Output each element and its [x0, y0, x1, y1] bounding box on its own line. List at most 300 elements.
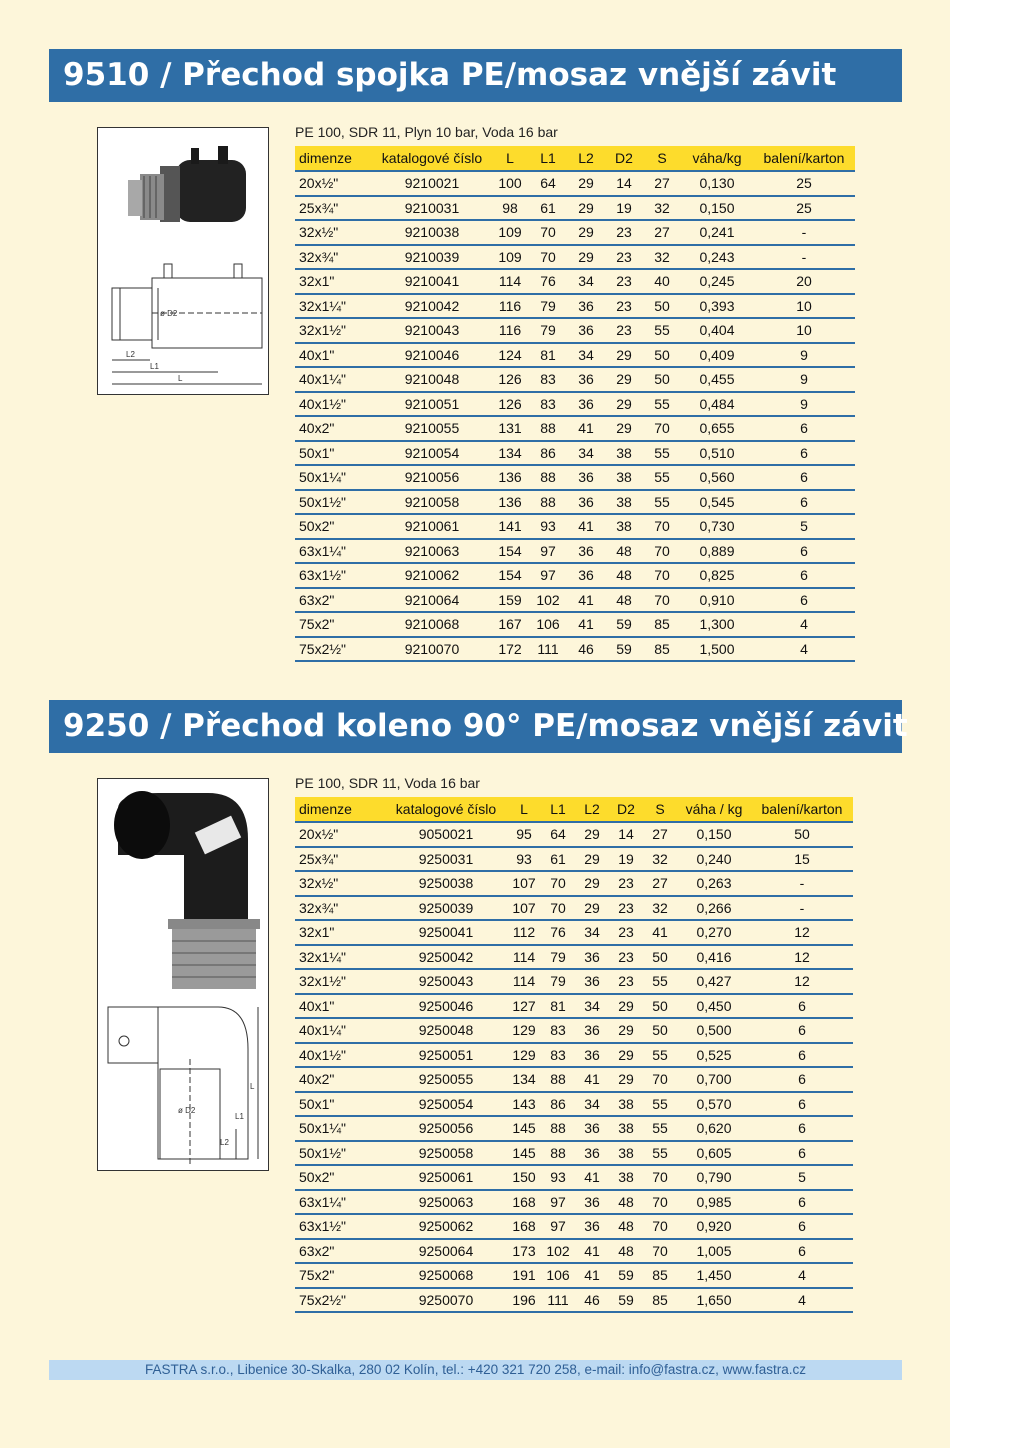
section-title-9250: 9250 / Přechod koleno 90° PE/mosaz vnější závit [49, 700, 902, 753]
table-cell: 76 [541, 920, 575, 945]
column-header: katalogové číslo [385, 797, 507, 822]
table-cell: 23 [605, 294, 643, 319]
table-cell: 81 [529, 343, 567, 368]
table-row [295, 1190, 853, 1215]
table-cell: 0,484 [681, 392, 753, 417]
table-cell: 36 [567, 490, 605, 515]
table-cell: 70 [643, 563, 681, 588]
table-cell: 114 [507, 945, 541, 970]
table-cell: 29 [575, 822, 609, 847]
table-cell: 9 [753, 367, 855, 392]
table-cell: 4 [751, 1288, 853, 1313]
table-cell: 29 [567, 245, 605, 270]
table-cell: 0,243 [681, 245, 753, 270]
table-cell: 6 [751, 1092, 853, 1117]
table-cell: 9250055 [385, 1067, 507, 1092]
table-cell: 114 [507, 969, 541, 994]
table-cell: 88 [529, 490, 567, 515]
section-title-9510: 9510 / Přechod spojka PE/mosaz vnější závit [49, 49, 902, 102]
table-cell: 20x½" [295, 171, 373, 196]
table-cell: 9 [753, 343, 855, 368]
table-cell: 40x1" [295, 343, 373, 368]
table-cell: 129 [507, 1043, 541, 1068]
table-cell: 50 [643, 1018, 677, 1043]
table-cell: 23 [605, 269, 643, 294]
table-cell: 0,790 [677, 1165, 751, 1190]
table-cell: 88 [541, 1067, 575, 1092]
column-header: L2 [567, 146, 605, 171]
table-row [295, 612, 855, 637]
table-cell: 38 [605, 441, 643, 466]
table-cell: 61 [529, 196, 567, 221]
table-cell: 70 [643, 1067, 677, 1092]
table-cell: 48 [609, 1190, 643, 1215]
table-cell: 23 [609, 945, 643, 970]
table-cell: 70 [643, 1190, 677, 1215]
table-cell: 4 [753, 612, 855, 637]
table-cell: 0,450 [677, 994, 751, 1019]
table-cell: 25x¾" [295, 847, 385, 872]
table-cell: 9250041 [385, 920, 507, 945]
table-row [295, 343, 855, 368]
table-cell: 29 [609, 994, 643, 1019]
table-row [295, 920, 853, 945]
table-cell: 154 [491, 563, 529, 588]
table-cell: 59 [605, 612, 643, 637]
table-cell: 63x1¼" [295, 1190, 385, 1215]
product-image-elbow [97, 778, 269, 1171]
table-cell: 136 [491, 465, 529, 490]
table-cell: 111 [529, 637, 567, 662]
table-row [295, 1092, 853, 1117]
table-cell: 27 [643, 871, 677, 896]
table-cell: 38 [609, 1092, 643, 1117]
table-cell: 102 [529, 588, 567, 613]
table-cell: 23 [609, 920, 643, 945]
table-cell: 23 [605, 220, 643, 245]
table-cell: 32x½" [295, 220, 373, 245]
table-cell: 0,525 [677, 1043, 751, 1068]
table-cell: 126 [491, 392, 529, 417]
table-cell: 0,393 [681, 294, 753, 319]
table-row [295, 220, 855, 245]
table-cell: 36 [567, 539, 605, 564]
table-cell: 1,500 [681, 637, 753, 662]
table-cell: 4 [753, 637, 855, 662]
table-cell: 10 [753, 294, 855, 319]
table-cell: 109 [491, 220, 529, 245]
table-row [295, 994, 853, 1019]
table-cell: 9250064 [385, 1239, 507, 1264]
table-cell: 9210046 [373, 343, 491, 368]
table-row [295, 416, 855, 441]
table-cell: 50 [751, 822, 853, 847]
table-cell: 38 [605, 465, 643, 490]
table-cell: 29 [605, 343, 643, 368]
table-cell: 48 [605, 563, 643, 588]
table-cell: 9250063 [385, 1190, 507, 1215]
table-cell: 50 [643, 945, 677, 970]
table-cell: 141 [491, 514, 529, 539]
table-row [295, 1263, 853, 1288]
table-cell: 34 [567, 343, 605, 368]
table-cell: 38 [609, 1116, 643, 1141]
table-cell: 0,241 [681, 220, 753, 245]
table-cell: 9250046 [385, 994, 507, 1019]
table-header-row [295, 146, 855, 171]
table-cell: 79 [541, 945, 575, 970]
table-cell: 50 [643, 294, 681, 319]
table-row [295, 822, 853, 847]
table-cell: 12 [751, 969, 853, 994]
table-cell: 36 [567, 563, 605, 588]
table-cell: 70 [643, 514, 681, 539]
table-cell: 40x1" [295, 994, 385, 1019]
table-cell: 40x2" [295, 416, 373, 441]
table-cell: 150 [507, 1165, 541, 1190]
table-row [295, 269, 855, 294]
table-cell: 70 [643, 539, 681, 564]
table-cell: 86 [529, 441, 567, 466]
table-cell: 98 [491, 196, 529, 221]
table-cell: 97 [541, 1214, 575, 1239]
table-cell: 9210038 [373, 220, 491, 245]
coupler-illustration [98, 128, 268, 394]
table-row [295, 490, 855, 515]
table-cell: 10 [753, 318, 855, 343]
table-cell: 12 [751, 945, 853, 970]
table-cell: 6 [751, 1239, 853, 1264]
table-cell: 29 [605, 367, 643, 392]
table-cell: 36 [567, 392, 605, 417]
table-row [295, 969, 853, 994]
table-cell: 70 [529, 220, 567, 245]
column-header: L [507, 797, 541, 822]
coupler-photo [128, 146, 246, 222]
table-cell: - [753, 220, 855, 245]
table-cell: 41 [643, 920, 677, 945]
column-header: L2 [575, 797, 609, 822]
table-cell: 0,240 [677, 847, 751, 872]
table-cell: 116 [491, 318, 529, 343]
table-cell: 0,605 [677, 1141, 751, 1166]
table-cell: 9210070 [373, 637, 491, 662]
table-row [295, 514, 855, 539]
elbow-drawing [108, 1007, 258, 1164]
table-cell: 63x1½" [295, 563, 373, 588]
table-cell: 41 [567, 416, 605, 441]
table-cell: 106 [529, 612, 567, 637]
table-cell: 32x1½" [295, 969, 385, 994]
table-cell: 59 [609, 1288, 643, 1313]
table-cell: 100 [491, 171, 529, 196]
table-cell: 29 [575, 847, 609, 872]
table-cell: 9250042 [385, 945, 507, 970]
drawing-label-l: L [178, 374, 183, 383]
table-cell: 40x2" [295, 1067, 385, 1092]
table-cell: 41 [575, 1263, 609, 1288]
table-cell: 15 [751, 847, 853, 872]
table-cell: 85 [643, 1288, 677, 1313]
table-cell: 6 [753, 465, 855, 490]
table-cell: 70 [643, 1214, 677, 1239]
table-cell: 36 [575, 1043, 609, 1068]
table-cell: 9250062 [385, 1214, 507, 1239]
table-cell: 32 [643, 896, 677, 921]
table-cell: - [751, 871, 853, 896]
table-cell: 9250070 [385, 1288, 507, 1313]
column-header: D2 [605, 146, 643, 171]
table-cell: 70 [643, 588, 681, 613]
table-cell: 48 [605, 539, 643, 564]
table-cell: 29 [605, 416, 643, 441]
table-cell: 0,985 [677, 1190, 751, 1215]
table-cell: 0,150 [681, 196, 753, 221]
table-cell: 55 [643, 318, 681, 343]
table-row [295, 465, 855, 490]
table-cell: 29 [567, 220, 605, 245]
table-cell: 9210042 [373, 294, 491, 319]
table-cell: 40x1½" [295, 392, 373, 417]
table-cell: 32 [643, 245, 681, 270]
table-cell: 1,005 [677, 1239, 751, 1264]
table-cell: 9250048 [385, 1018, 507, 1043]
table-cell: 145 [507, 1116, 541, 1141]
column-header: dimenze [295, 797, 385, 822]
table-row [295, 171, 855, 196]
table-cell: 9250054 [385, 1092, 507, 1117]
table-cell: 0,825 [681, 563, 753, 588]
drawing-label-l1: L1 [150, 362, 159, 371]
table-cell: 32x1½" [295, 318, 373, 343]
table-cell: 48 [609, 1239, 643, 1264]
table-cell: 0,510 [681, 441, 753, 466]
table-cell: 32x1¼" [295, 945, 385, 970]
table-cell: 196 [507, 1288, 541, 1313]
spec-table-9250 [295, 797, 853, 1313]
table-cell: 59 [609, 1263, 643, 1288]
table-cell: 0,570 [677, 1092, 751, 1117]
table-cell: 88 [529, 465, 567, 490]
table-cell: 0,404 [681, 318, 753, 343]
table-cell: 25 [753, 171, 855, 196]
table-cell: 70 [643, 1165, 677, 1190]
table-cell: 0,920 [677, 1214, 751, 1239]
table-cell: 50 [643, 994, 677, 1019]
table-cell: 40 [643, 269, 681, 294]
table-cell: 19 [609, 847, 643, 872]
table-cell: 75x2½" [295, 637, 373, 662]
table-cell: 0,263 [677, 871, 751, 896]
table-cell: 168 [507, 1214, 541, 1239]
table-cell: 6 [753, 490, 855, 515]
table-cell: 83 [541, 1018, 575, 1043]
table-cell: 85 [643, 637, 681, 662]
table-cell: 50x1" [295, 1092, 385, 1117]
table-cell: 9210048 [373, 367, 491, 392]
table-cell: 34 [575, 1092, 609, 1117]
table-cell: 50 [643, 367, 681, 392]
table-cell: 50x1¼" [295, 465, 373, 490]
table-row [295, 871, 853, 896]
column-header: balení/karton [753, 146, 855, 171]
table-row [295, 1239, 853, 1264]
table-row [295, 637, 855, 662]
table-cell: 63x1¼" [295, 539, 373, 564]
table-cell: 38 [609, 1165, 643, 1190]
table-cell: 41 [575, 1239, 609, 1264]
table-cell: 145 [507, 1141, 541, 1166]
table-cell: 9210043 [373, 318, 491, 343]
table-row [295, 367, 855, 392]
table-row [295, 441, 855, 466]
table-row [295, 1214, 853, 1239]
table-row [295, 896, 853, 921]
table-cell: 9210051 [373, 392, 491, 417]
table-cell: 40x1¼" [295, 1018, 385, 1043]
table-cell: 6 [753, 416, 855, 441]
table-row [295, 1141, 853, 1166]
table-cell: 61 [541, 847, 575, 872]
table-cell: 12 [751, 920, 853, 945]
table-cell: 159 [491, 588, 529, 613]
table-cell: 29 [605, 392, 643, 417]
table-cell: 36 [567, 318, 605, 343]
table-cell: - [751, 896, 853, 921]
table-cell: 0,130 [681, 171, 753, 196]
table-header-row [295, 797, 853, 822]
table-cell: 6 [751, 1190, 853, 1215]
elbow-illustration [98, 779, 268, 1170]
table-cell: 79 [529, 318, 567, 343]
table-cell: 0,270 [677, 920, 751, 945]
table-cell: 9210058 [373, 490, 491, 515]
table-cell: 29 [609, 1067, 643, 1092]
table-cell: 14 [609, 822, 643, 847]
table-cell: 0,620 [677, 1116, 751, 1141]
table-row [295, 1165, 853, 1190]
drawing-label-l2: L2 [220, 1138, 229, 1147]
table-cell: 124 [491, 343, 529, 368]
table-cell: 0,150 [677, 822, 751, 847]
drawing-label-d2: ø D2 [160, 309, 178, 318]
table-cell: 50x2" [295, 514, 373, 539]
table-cell: 131 [491, 416, 529, 441]
table-cell: 36 [567, 367, 605, 392]
table-cell: 29 [575, 896, 609, 921]
table-cell: 14 [605, 171, 643, 196]
table-cell: 9250051 [385, 1043, 507, 1068]
table-cell: 25x¾" [295, 196, 373, 221]
column-header: váha / kg [677, 797, 751, 822]
table-cell: 0,266 [677, 896, 751, 921]
table-cell: 32 [643, 847, 677, 872]
table-cell: 36 [575, 1190, 609, 1215]
column-header: S [643, 797, 677, 822]
drawing-label-l: L [250, 1082, 255, 1091]
table-cell: 75x2" [295, 612, 373, 637]
table-cell: 23 [609, 896, 643, 921]
table-cell: 9210061 [373, 514, 491, 539]
table-cell: 36 [575, 1214, 609, 1239]
table-cell: 9210062 [373, 563, 491, 588]
table-cell: 50x1½" [295, 1141, 385, 1166]
table-cell: 1,650 [677, 1288, 751, 1313]
table-cell: 38 [609, 1141, 643, 1166]
table-cell: 63x2" [295, 1239, 385, 1264]
table-cell: 97 [529, 563, 567, 588]
table-cell: 172 [491, 637, 529, 662]
table-cell: 55 [643, 465, 681, 490]
table-cell: 32x1" [295, 920, 385, 945]
table-cell: 29 [567, 171, 605, 196]
table-cell: 32 [643, 196, 681, 221]
table-cell: 63x2" [295, 588, 373, 613]
table-cell: 86 [541, 1092, 575, 1117]
table-cell: 50 [643, 343, 681, 368]
column-header: dimenze [295, 146, 373, 171]
table-cell: 0,245 [681, 269, 753, 294]
table-row [295, 392, 855, 417]
table-cell: 6 [751, 994, 853, 1019]
table-cell: 36 [567, 294, 605, 319]
table-cell: 75x2" [295, 1263, 385, 1288]
table-row [295, 1043, 853, 1068]
table-cell: 41 [567, 612, 605, 637]
table-cell: 50x2" [295, 1165, 385, 1190]
table-row [295, 196, 855, 221]
table-cell: 23 [605, 318, 643, 343]
table-cell: 29 [609, 1018, 643, 1043]
table-cell: 5 [751, 1165, 853, 1190]
table-cell: 48 [609, 1214, 643, 1239]
table-cell: 168 [507, 1190, 541, 1215]
table-cell: 9210041 [373, 269, 491, 294]
table-cell: 6 [751, 1067, 853, 1092]
table-cell: 0,427 [677, 969, 751, 994]
table-cell: 93 [541, 1165, 575, 1190]
table-cell: 50x1" [295, 441, 373, 466]
table-cell: 0,560 [681, 465, 753, 490]
table-cell: - [753, 245, 855, 270]
table-cell: 9210054 [373, 441, 491, 466]
table-cell: 34 [567, 441, 605, 466]
elbow-photo [114, 791, 260, 989]
table-cell: 0,455 [681, 367, 753, 392]
table-cell: 79 [529, 294, 567, 319]
table-cell: 134 [491, 441, 529, 466]
table-cell: 134 [507, 1067, 541, 1092]
table-cell: 154 [491, 539, 529, 564]
table-cell: 55 [643, 490, 681, 515]
table-cell: 20x½" [295, 822, 385, 847]
table-cell: 6 [753, 588, 855, 613]
table-cell: 70 [643, 1239, 677, 1264]
table-cell: 27 [643, 822, 677, 847]
table-cell: 50x1¼" [295, 1116, 385, 1141]
table-cell: 112 [507, 920, 541, 945]
table-cell: 127 [507, 994, 541, 1019]
table-cell: 0,889 [681, 539, 753, 564]
product-image-coupler [97, 127, 269, 395]
table-cell: 36 [567, 465, 605, 490]
table-cell: 1,300 [681, 612, 753, 637]
table-cell: 36 [575, 945, 609, 970]
table-cell: 9250056 [385, 1116, 507, 1141]
drawing-label-l2: L2 [126, 350, 135, 359]
table-cell: 29 [609, 1043, 643, 1068]
table-cell: 46 [575, 1288, 609, 1313]
